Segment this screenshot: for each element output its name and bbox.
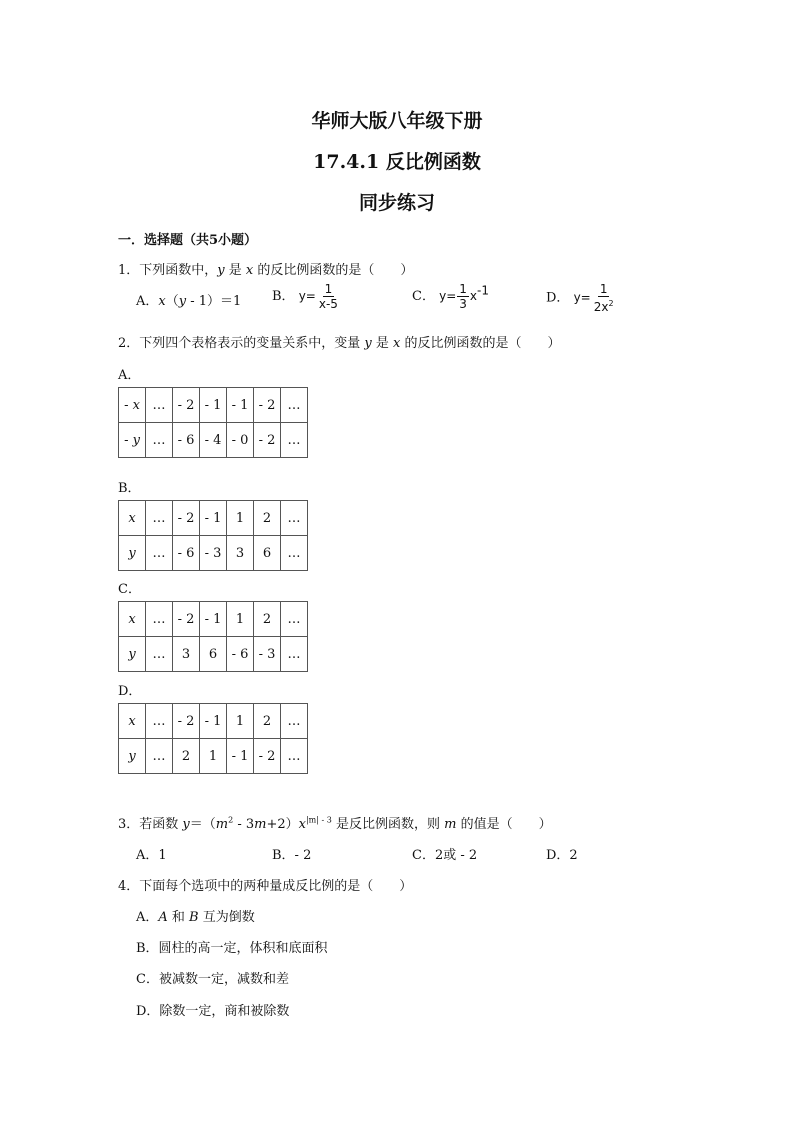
table-cell: … <box>146 602 173 637</box>
table-cell: 3 <box>227 536 254 571</box>
table-cell: - y <box>119 423 146 458</box>
table-row <box>119 536 308 571</box>
table-cell: … <box>146 739 173 774</box>
table-cell: y <box>119 637 146 672</box>
table-cell: - 4 <box>200 423 227 458</box>
question-3-option-c: C．2或 - 2 <box>412 848 478 863</box>
doc-title: 华师大版八年级下册 <box>311 110 483 132</box>
table-row <box>119 602 308 637</box>
question-2-table-b <box>118 500 308 571</box>
table-row <box>119 637 308 672</box>
table-cell: x <box>119 704 146 739</box>
table-cell: - 1 <box>227 388 254 423</box>
table-cell: … <box>146 637 173 672</box>
table-cell: … <box>146 536 173 571</box>
question-2-table-c <box>118 601 308 672</box>
question-2-table-d <box>118 703 308 774</box>
table-cell: 2 <box>254 602 281 637</box>
table-cell: - 2 <box>173 602 200 637</box>
table-cell: - 1 <box>200 388 227 423</box>
table-cell: … <box>281 423 308 458</box>
table-cell: y <box>119 536 146 571</box>
question-4-stem: 4．下面每个选项中的两种量成反比例的是（ ） <box>118 879 413 894</box>
table-cell: 2 <box>173 739 200 774</box>
question-1-option-b: B． y= $\frac{1}{x-5}$ <box>272 282 338 311</box>
section-heading: 一．选择题（共5小题） <box>118 233 258 248</box>
question-4-option-b: B．圆柱的高一定，体积和底面积 <box>136 941 328 956</box>
question-4-option-a: A．A 和 B 互为倒数 <box>136 910 255 925</box>
question-2-option-c-label: C． <box>118 582 141 597</box>
table-row <box>119 739 308 774</box>
doc-exercise-title: 同步练习 <box>358 192 435 214</box>
question-2-option-b-label: B． <box>118 481 141 496</box>
table-cell: … <box>281 704 308 739</box>
question-3-option-d: D．2 <box>546 848 578 863</box>
table-cell: - 2 <box>173 501 200 536</box>
question-2-option-a-label: A． <box>118 368 141 383</box>
table-cell: 1 <box>227 501 254 536</box>
question-3-option-a: A．1 <box>136 848 167 863</box>
question-1-option-a: A．x（y - 1）＝1 <box>136 294 242 309</box>
table-cell: 3 <box>173 637 200 672</box>
table-cell: 6 <box>200 637 227 672</box>
question-1-stem: 1．下列函数中，y 是 x 的反比例函数的是（ ） <box>118 263 414 278</box>
table-cell: - 6 <box>227 637 254 672</box>
table-cell: … <box>146 388 173 423</box>
table-cell: … <box>281 637 308 672</box>
table-cell: - 3 <box>200 536 227 571</box>
table-cell: - 0 <box>227 423 254 458</box>
table-cell: … <box>146 501 173 536</box>
table-cell: x <box>119 501 146 536</box>
question-1-option-d: D． y= $\frac{1}{2x^2}$ <box>546 282 614 314</box>
table-cell: 1 <box>227 602 254 637</box>
table-cell: y <box>119 739 146 774</box>
question-2-option-d-label: D． <box>118 684 142 699</box>
table-cell: … <box>146 704 173 739</box>
table-cell: … <box>281 501 308 536</box>
table-cell: … <box>281 739 308 774</box>
question-4-option-d: D．除数一定，商和被除数 <box>136 1004 290 1019</box>
table-cell: - 2 <box>254 739 281 774</box>
question-4-option-c: C．被减数一定，减数和差 <box>136 972 289 987</box>
table-cell: - x <box>119 388 146 423</box>
doc-subtitle: 17.4.1 反比例函数 <box>313 151 481 173</box>
table-cell: - 1 <box>227 739 254 774</box>
table-cell: 2 <box>254 704 281 739</box>
table-cell: 6 <box>254 536 281 571</box>
question-2-table-a <box>118 387 308 458</box>
table-cell: … <box>281 388 308 423</box>
table-cell: … <box>146 423 173 458</box>
table-cell: - 2 <box>254 388 281 423</box>
table-cell: - 1 <box>200 602 227 637</box>
table-cell: 1 <box>227 704 254 739</box>
table-cell: 2 <box>254 501 281 536</box>
table-cell: - 2 <box>173 388 200 423</box>
table-cell: x <box>119 602 146 637</box>
question-2-stem: 2．下列四个表格表示的变量关系中，变量 y 是 x 的反比例函数的是（ ） <box>118 336 561 351</box>
table-row <box>119 388 308 423</box>
table-cell: - 3 <box>254 637 281 672</box>
table-cell: - 6 <box>173 536 200 571</box>
table-row <box>119 501 308 536</box>
table-row <box>119 423 308 458</box>
table-cell: … <box>281 602 308 637</box>
question-3-option-b: B．- 2 <box>272 848 312 863</box>
question-1-option-c: C． y= $\frac{1}{3}$ $x^{-1}$ <box>412 282 489 311</box>
table-cell: - 2 <box>254 423 281 458</box>
table-row <box>119 704 308 739</box>
table-cell: - 1 <box>200 501 227 536</box>
table-cell: - 6 <box>173 423 200 458</box>
table-cell: - 1 <box>200 704 227 739</box>
table-cell: 1 <box>200 739 227 774</box>
question-3-stem: 3．若函数 $y=(m^2 - 3m+2)x^{|m| - 3}$ 是反比例函数，则 m 的值是（ ） <box>118 815 552 832</box>
table-cell: … <box>281 536 308 571</box>
table-cell: - 2 <box>173 704 200 739</box>
